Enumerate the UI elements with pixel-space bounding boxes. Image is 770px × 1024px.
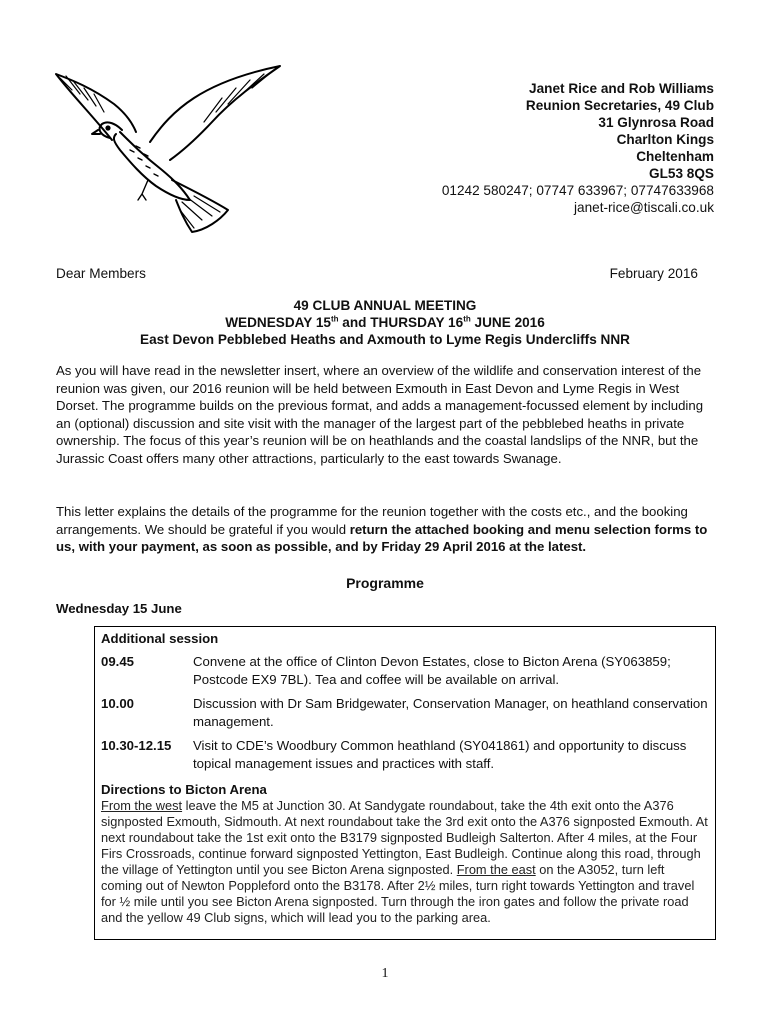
booking-deadline-text: return the attached booking and menu selection forms to us, with your payment, as soon as possible, and by Friday 29 April 2016 at the latest. — [56, 521, 708, 555]
title-line-2 — [56, 314, 714, 331]
title-sup-1: th — [330, 314, 339, 324]
schedule-entry — [101, 653, 709, 689]
booking-paragraph — [56, 503, 716, 556]
title-line-3: East Devon Pebblebed Heaths and Axmouth to Lyme Regis Undercliffs NNR — [140, 332, 630, 347]
address-phone: 01242 580247; 07747 633967; 07747633968 — [441, 183, 714, 198]
directions-text — [101, 798, 709, 926]
salutation-row — [56, 266, 698, 281]
entry-description: Discussion with Dr Sam Bridgewater, Conservation Manager, on heathland conservation management. — [193, 696, 708, 729]
entry-description: Convene at the office of Clinton Devon Estates, close to Bicton Arena (SY063859; Postcode EX9 7BL). Tea and coffee will be available on arrival. — [193, 654, 671, 687]
meeting-title — [56, 297, 714, 348]
title-line-2-a: WEDNESDAY 15 — [225, 315, 331, 330]
schedule-entry — [101, 695, 709, 731]
title-sup-2: th — [463, 314, 471, 324]
salutation: Dear Members — [56, 266, 146, 281]
letter-date: February 2016 — [609, 266, 698, 281]
address-line-name: Janet Rice and Rob Williams — [529, 81, 714, 96]
address-line-postcode: GL53 8QS — [649, 166, 714, 181]
dir-east-label: From the east — [456, 862, 536, 877]
address-email: janet-rice@tiscali.co.uk — [574, 200, 714, 215]
schedule-entry — [101, 737, 709, 773]
session-subtitle: Additional session — [101, 631, 219, 646]
dir-west-label: From the west — [101, 798, 183, 813]
day-heading: Wednesday 15 June — [56, 601, 182, 616]
address-line-street: 31 Glynrosa Road — [598, 115, 714, 130]
dir-east-text: on the A3052, turn left coming out of Newton Poppleford onto the B3178. After 2½ miles, turn right towards Yettington and travel for ½ mile until you see Bicton Arena signposted. Turn through the iron gates and follow the private road and the yellow 49 Club signs, which will lead you to the parking area. — [101, 862, 695, 925]
booking-text: This letter explains the details of the programme for the reunion together with the costs etc., and the booking arrangements. We should be grateful if you would — [56, 504, 688, 537]
additional-session-box — [94, 626, 716, 940]
dir-west-text: leave the M5 at Junction 30. At Sandygate roundabout, take the 4th exit onto the A376 signposted Exmouth, Sidmouth. At next roundabout take the 3rd exit onto the A376 signposted Exmouth. At next roundabout take the 1st exit onto the B3179 signposted Budleigh Salterton. After 4 miles, at the Four Firs Crossroads, continue forward signposted Yettington, East Budleigh. Continue along this road, through the village of Yettington until you see Bicton Arena signposted. — [101, 798, 708, 877]
title-line-2-b: and THURSDAY 16 — [338, 315, 464, 330]
entry-time: 10.00 — [101, 696, 135, 711]
title-line-2-c: JUNE 2016 — [470, 315, 545, 330]
entry-time: 10.30-12.15 — [101, 738, 172, 753]
entry-time: 09.45 — [101, 654, 135, 669]
title-line-1: 49 CLUB ANNUAL MEETING — [293, 298, 477, 313]
page-number: 1 — [381, 966, 389, 981]
intro-paragraph: As you will have read in the newsletter insert, where an overview of the wildlife and conservation interest of the reunion was given, our 2016 reunion will be held between Exmouth in East Devon and Lyme Regis in West Dorset. The programme builds on the previous format, and adds a management-focussed element by including an (optional) discussion and site visit with the manager of the largest part of the pebblebed heaths in private ownership. The focus of this year’s reunion will be on heathlands and the coastal landslips of the NNR, but the Jurassic Coast offers many other attractions, particularly to the east towards Swanage. — [56, 363, 704, 466]
address-line-area: Charlton Kings — [616, 132, 714, 147]
directions-title: Directions to Bicton Arena — [101, 782, 267, 797]
entry-description: Visit to CDE’s Woodbury Common heathland (SY041861) and opportunity to discuss topical management issues and practices with staff. — [193, 738, 687, 771]
address-line-town: Cheltenham — [636, 149, 714, 164]
address-line-role: Reunion Secretaries, 49 Club — [525, 98, 714, 113]
sender-address — [442, 80, 714, 216]
bird-logo-icon — [52, 60, 282, 235]
programme-heading: Programme — [346, 575, 424, 591]
